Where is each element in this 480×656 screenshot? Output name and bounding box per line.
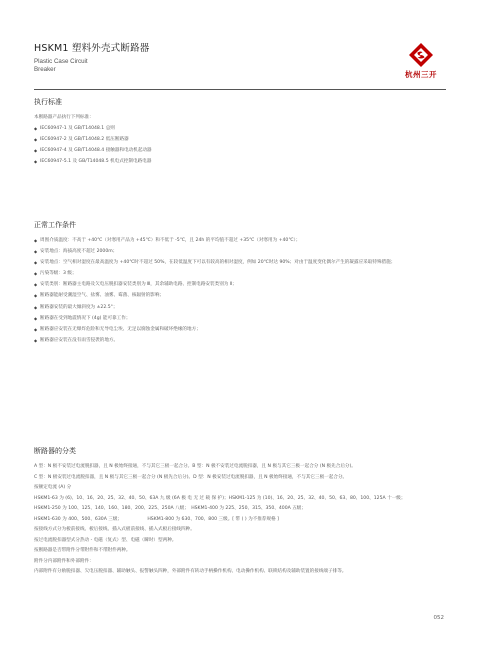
brand-logo-text: 杭州三开 (405, 70, 437, 79)
classification-line: 内部附件有分励脱扣器、欠电压脱扣器、辅助触头、报警触头四种，外部附件有转动手柄操作机构、电动操作机构、联锁结构及辅助装置的接线端子排等。 (34, 569, 347, 574)
classification-line: A 型：N 极不安装过电流脱扣器，且 N 极始终接通，不与其它三极一起合分。B 型：N 极不安装过电流脱扣器，且 N 极与其它三极一起合分 (N 极先合后分)。 (34, 464, 356, 469)
condition-item: ◆ 安装地点：海拔高度不超过 2000m； (34, 249, 446, 256)
standard-item: ◆ IEC60947-2 及 GB/T14048.2 低压断路器 (34, 137, 446, 144)
classification-section (34, 446, 446, 580)
condition-item: ◆ 断路器在受到地震情况下 (4g) 能可靠工作； (34, 316, 446, 323)
condition-item: ◆ 断路器应安装在无爆炸危险和无导电尘埃、无足以腐蚀金属和破坏绝缘的地方； (34, 327, 446, 334)
page-header (34, 40, 446, 90)
page-subtitle-line1: Plastic Case Circuit (34, 58, 88, 65)
classification-line: 按接线方式分为板前接线、板后接线、插入式板前接线、插入式板后接线四种。 (34, 527, 195, 532)
standards-title: 执行标准 (34, 98, 62, 106)
classification-line: HSKM1-63 为 (6)、10、16、20、25、32、40、50、63A 九 级 (6A 极 电 无 过 载 保 护)；HSKM1-125 为 (10)、16、20、25、32、40、50、63、80、100、125A 十一级； (34, 495, 406, 501)
sk-logo-icon (408, 42, 434, 68)
condition-item: ◆ 断路器应安装在没有雨雪侵袭的地方。 (34, 338, 446, 345)
classification-line: 按断路器是否带附件分带附件和不带附件两种。 (34, 548, 131, 553)
header-divider (34, 89, 446, 90)
condition-item: ◆ 断路器安装的最大倾斜度为 ±22.5°； (34, 305, 446, 312)
brand-logo (400, 42, 442, 80)
classification-line: HSKM1-630 为 400、500、630A 三级； HSKM1-800 为 630、700、800 三级。[ 带 ( ) 为不推荐规格 ] (34, 516, 279, 522)
condition-item: ◆ 污染等级：3 级； (34, 271, 446, 278)
standard-item: ◆ IEC60947-5.1 及 GB/T14048.5 机电式控制电路电器 (34, 159, 446, 166)
condition-item: ◆ 安装类别：断路器主电路及欠电压脱扣器安装类别为 Ⅲ，其余辅助电路、控制电路安装类别为 Ⅱ； (34, 282, 446, 289)
standards-section (34, 97, 446, 170)
conditions-title: 正常工作条件 (34, 221, 76, 229)
page-number: 052 (433, 615, 444, 621)
classification-line: C 型：N 极安装过电流脱扣器，且 N 极与其它三极一起合分 (N 极先合后分)。D 型：N 极安装过电流脱扣器，且 N 极始终接通，不与其它三极一起合分。 (34, 474, 348, 480)
standards-intro: 本断路器产品执行下列标准： (34, 115, 94, 120)
conditions-section (34, 220, 446, 349)
standard-item: ◆ IEC60947-1 及 GB/T14048.1 总则 (34, 126, 446, 133)
classification-title: 断路器的分类 (34, 447, 76, 455)
classification-line: 按额定电流 (A) 分 (34, 485, 72, 490)
condition-item: ◆ 安装地点：空气相对湿度在最高温度为 +40℃时不超过 50%，在较低温度下可以有较高的相对湿度，例如 20℃时达 90%；对由于温度变化偶尔产生的凝露应采取特殊措施； (34, 260, 446, 267)
page-title: HSKM1 塑料外壳式断路器 (34, 43, 150, 54)
classification-line: HSKM1-250 为 100、125、140、160、180、200、225、250A 八级； HSKM1-400 为 225、250、315、350、400A 五级； (34, 506, 306, 511)
classification-line: 附件分内部附件和外部附件： (34, 558, 94, 564)
classification-line: 按过电流脱扣器型式分热动 - 电磁（复式）型、电磁（瞬时）型两种。 (34, 537, 177, 543)
condition-item: ◆ 周围介质温度：不高于 +40℃（对寒用产品为 +45℃）和不低于 -5℃，且 24h 的平均值不超过 +35℃（对寒用为 +40℃）； (34, 238, 446, 245)
condition-item: ◆ 断路器能耐受潮湿空气、盐雾、油雾、霉菌、核辐射的影响； (34, 293, 446, 300)
standard-item: ◆ IEC60947-4 及 GB/T14048.4 接触器和电动机起动器 (34, 148, 446, 155)
page-subtitle-line2: Breaker (34, 66, 56, 73)
